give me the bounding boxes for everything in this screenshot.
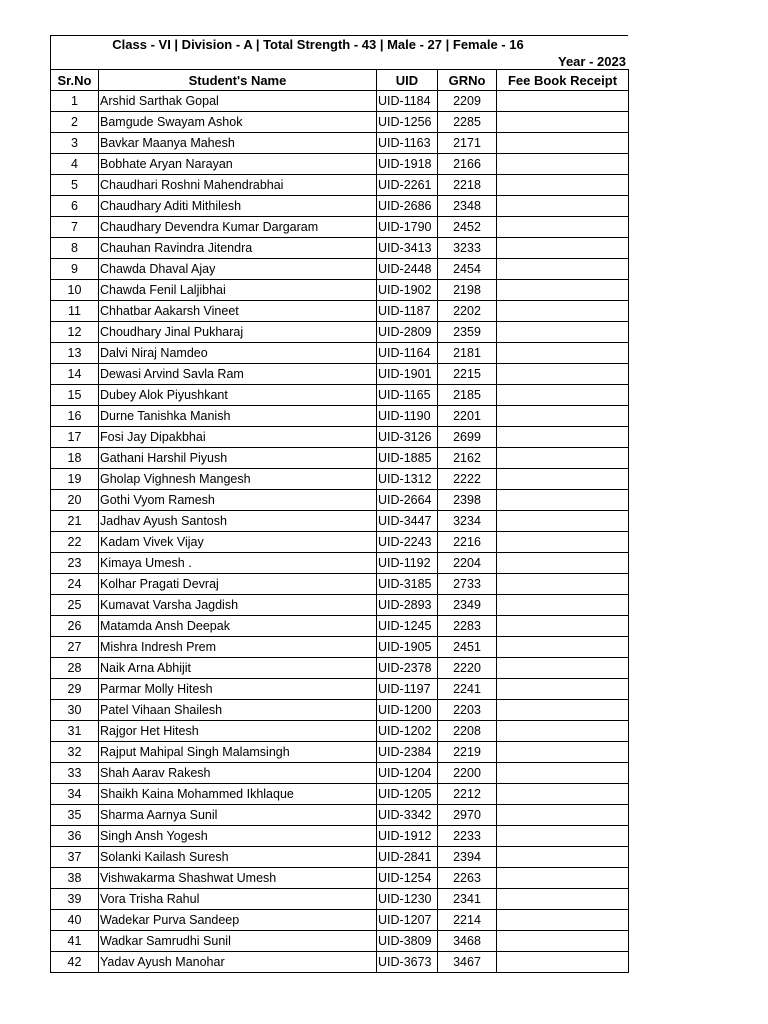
cell-grno: 2222 bbox=[438, 469, 497, 490]
cell-grno: 3467 bbox=[438, 952, 497, 973]
cell-fee-receipt bbox=[497, 952, 629, 973]
cell-student-name: Rajgor Het Hitesh bbox=[99, 721, 377, 742]
cell-uid: UID-1192 bbox=[377, 553, 438, 574]
table-row bbox=[51, 427, 629, 448]
cell-grno: 2219 bbox=[438, 742, 497, 763]
table-row bbox=[51, 238, 629, 259]
cell-srno: 9 bbox=[51, 259, 99, 280]
cell-srno: 30 bbox=[51, 700, 99, 721]
cell-srno: 29 bbox=[51, 679, 99, 700]
cell-grno: 3234 bbox=[438, 511, 497, 532]
cell-grno: 2212 bbox=[438, 784, 497, 805]
cell-fee-receipt bbox=[497, 931, 629, 952]
table-body bbox=[51, 91, 629, 973]
cell-fee-receipt bbox=[497, 637, 629, 658]
cell-fee-receipt bbox=[497, 490, 629, 511]
cell-grno: 2454 bbox=[438, 259, 497, 280]
cell-fee-receipt bbox=[497, 805, 629, 826]
cell-grno: 2451 bbox=[438, 637, 497, 658]
cell-fee-receipt bbox=[497, 847, 629, 868]
cell-srno: 35 bbox=[51, 805, 99, 826]
cell-grno: 2171 bbox=[438, 133, 497, 154]
cell-srno: 24 bbox=[51, 574, 99, 595]
cell-srno: 38 bbox=[51, 868, 99, 889]
cell-uid: UID-2243 bbox=[377, 532, 438, 553]
cell-srno: 12 bbox=[51, 322, 99, 343]
cell-student-name: Yadav Ayush Manohar bbox=[99, 952, 377, 973]
cell-srno: 22 bbox=[51, 532, 99, 553]
cell-fee-receipt bbox=[497, 301, 629, 322]
cell-grno: 2166 bbox=[438, 154, 497, 175]
cell-grno: 2216 bbox=[438, 532, 497, 553]
cell-grno: 2185 bbox=[438, 385, 497, 406]
cell-student-name: Singh Ansh Yogesh bbox=[99, 826, 377, 847]
cell-srno: 17 bbox=[51, 427, 99, 448]
table-row bbox=[51, 196, 629, 217]
cell-fee-receipt bbox=[497, 343, 629, 364]
cell-grno: 2162 bbox=[438, 448, 497, 469]
table-row bbox=[51, 574, 629, 595]
cell-student-name: Chaudhari Roshni Mahendrabhai bbox=[99, 175, 377, 196]
cell-uid: UID-1164 bbox=[377, 343, 438, 364]
table-row bbox=[51, 280, 629, 301]
table-row bbox=[51, 868, 629, 889]
cell-srno: 8 bbox=[51, 238, 99, 259]
cell-srno: 6 bbox=[51, 196, 99, 217]
table-row bbox=[51, 154, 629, 175]
cell-student-name: Jadhav Ayush Santosh bbox=[99, 511, 377, 532]
cell-student-name: Solanki Kailash Suresh bbox=[99, 847, 377, 868]
cell-srno: 3 bbox=[51, 133, 99, 154]
cell-grno: 2198 bbox=[438, 280, 497, 301]
cell-srno: 27 bbox=[51, 637, 99, 658]
cell-student-name: Chawda Dhaval Ajay bbox=[99, 259, 377, 280]
cell-uid: UID-3126 bbox=[377, 427, 438, 448]
cell-student-name: Parmar Molly Hitesh bbox=[99, 679, 377, 700]
cell-student-name: Mishra Indresh Prem bbox=[99, 637, 377, 658]
cell-uid: UID-1902 bbox=[377, 280, 438, 301]
cell-uid: UID-1885 bbox=[377, 448, 438, 469]
cell-student-name: Vishwakarma Shashwat Umesh bbox=[99, 868, 377, 889]
student-table bbox=[50, 69, 629, 973]
cell-fee-receipt bbox=[497, 469, 629, 490]
cell-student-name: Naik Arna Abhijit bbox=[99, 658, 377, 679]
cell-grno: 2349 bbox=[438, 595, 497, 616]
cell-srno: 34 bbox=[51, 784, 99, 805]
cell-fee-receipt bbox=[497, 385, 629, 406]
table-row bbox=[51, 889, 629, 910]
cell-uid: UID-1207 bbox=[377, 910, 438, 931]
table-row bbox=[51, 931, 629, 952]
cell-fee-receipt bbox=[497, 595, 629, 616]
cell-student-name: Durne Tanishka Manish bbox=[99, 406, 377, 427]
table-row bbox=[51, 805, 629, 826]
cell-grno: 2201 bbox=[438, 406, 497, 427]
table-row bbox=[51, 175, 629, 196]
cell-srno: 40 bbox=[51, 910, 99, 931]
cell-student-name: Kadam Vivek Vijay bbox=[99, 532, 377, 553]
cell-uid: UID-2809 bbox=[377, 322, 438, 343]
table-row bbox=[51, 91, 629, 112]
cell-grno: 3233 bbox=[438, 238, 497, 259]
cell-fee-receipt bbox=[497, 700, 629, 721]
cell-student-name: Kimaya Umesh . bbox=[99, 553, 377, 574]
sheet-header bbox=[50, 35, 628, 69]
cell-uid: UID-2686 bbox=[377, 196, 438, 217]
cell-grno: 2204 bbox=[438, 553, 497, 574]
table-row bbox=[51, 742, 629, 763]
cell-fee-receipt bbox=[497, 532, 629, 553]
cell-grno: 2283 bbox=[438, 616, 497, 637]
cell-uid: UID-1165 bbox=[377, 385, 438, 406]
cell-student-name: Chaudhary Devendra Kumar Dargaram bbox=[99, 217, 377, 238]
class-summary: Class - VI | Division - A | Total Strength - 43 | Male - 27 | Female - 16 bbox=[112, 37, 524, 52]
cell-grno: 2699 bbox=[438, 427, 497, 448]
cell-student-name: Shaikh Kaina Mohammed Ikhlaque bbox=[99, 784, 377, 805]
cell-uid: UID-1245 bbox=[377, 616, 438, 637]
table-row bbox=[51, 910, 629, 931]
cell-fee-receipt bbox=[497, 868, 629, 889]
cell-grno: 2218 bbox=[438, 175, 497, 196]
cell-student-name: Dubey Alok Piyushkant bbox=[99, 385, 377, 406]
cell-student-name: Gothi Vyom Ramesh bbox=[99, 490, 377, 511]
cell-srno: 15 bbox=[51, 385, 99, 406]
cell-srno: 2 bbox=[51, 112, 99, 133]
cell-fee-receipt bbox=[497, 763, 629, 784]
table-row bbox=[51, 658, 629, 679]
table-row bbox=[51, 616, 629, 637]
cell-student-name: Bamgude Swayam Ashok bbox=[99, 112, 377, 133]
cell-fee-receipt bbox=[497, 280, 629, 301]
cell-grno: 2394 bbox=[438, 847, 497, 868]
table-row bbox=[51, 343, 629, 364]
cell-student-name: Wadekar Purva Sandeep bbox=[99, 910, 377, 931]
cell-uid: UID-1230 bbox=[377, 889, 438, 910]
cell-srno: 14 bbox=[51, 364, 99, 385]
cell-student-name: Bobhate Aryan Narayan bbox=[99, 154, 377, 175]
cell-srno: 36 bbox=[51, 826, 99, 847]
cell-uid: UID-2841 bbox=[377, 847, 438, 868]
table-row bbox=[51, 826, 629, 847]
cell-uid: UID-1205 bbox=[377, 784, 438, 805]
cell-srno: 5 bbox=[51, 175, 99, 196]
cell-uid: UID-1312 bbox=[377, 469, 438, 490]
cell-grno: 2233 bbox=[438, 826, 497, 847]
cell-fee-receipt bbox=[497, 217, 629, 238]
cell-uid: UID-3342 bbox=[377, 805, 438, 826]
cell-srno: 31 bbox=[51, 721, 99, 742]
cell-uid: UID-2664 bbox=[377, 490, 438, 511]
table-row bbox=[51, 133, 629, 154]
cell-fee-receipt bbox=[497, 406, 629, 427]
cell-fee-receipt bbox=[497, 679, 629, 700]
cell-student-name: Patel Vihaan Shailesh bbox=[99, 700, 377, 721]
cell-grno: 2285 bbox=[438, 112, 497, 133]
cell-grno: 3468 bbox=[438, 931, 497, 952]
cell-srno: 25 bbox=[51, 595, 99, 616]
cell-uid: UID-3185 bbox=[377, 574, 438, 595]
table-row bbox=[51, 490, 629, 511]
class-list-sheet bbox=[50, 35, 628, 973]
cell-grno: 2209 bbox=[438, 91, 497, 112]
cell-srno: 39 bbox=[51, 889, 99, 910]
cell-fee-receipt bbox=[497, 511, 629, 532]
cell-srno: 21 bbox=[51, 511, 99, 532]
cell-fee-receipt bbox=[497, 658, 629, 679]
cell-srno: 33 bbox=[51, 763, 99, 784]
cell-uid: UID-1905 bbox=[377, 637, 438, 658]
cell-grno: 2733 bbox=[438, 574, 497, 595]
cell-fee-receipt bbox=[497, 427, 629, 448]
cell-srno: 16 bbox=[51, 406, 99, 427]
table-row bbox=[51, 511, 629, 532]
cell-uid: UID-1200 bbox=[377, 700, 438, 721]
cell-uid: UID-1197 bbox=[377, 679, 438, 700]
cell-uid: UID-3809 bbox=[377, 931, 438, 952]
cell-grno: 2348 bbox=[438, 196, 497, 217]
table-row bbox=[51, 217, 629, 238]
cell-uid: UID-1254 bbox=[377, 868, 438, 889]
cell-student-name: Chawda Fenil Laljibhai bbox=[99, 280, 377, 301]
cell-student-name: Sharma Aarnya Sunil bbox=[99, 805, 377, 826]
cell-srno: 37 bbox=[51, 847, 99, 868]
cell-student-name: Wadkar Samrudhi Sunil bbox=[99, 931, 377, 952]
cell-fee-receipt bbox=[497, 742, 629, 763]
table-row bbox=[51, 322, 629, 343]
cell-srno: 26 bbox=[51, 616, 99, 637]
cell-student-name: Bavkar Maanya Mahesh bbox=[99, 133, 377, 154]
cell-uid: UID-2261 bbox=[377, 175, 438, 196]
cell-student-name: Dewasi Arvind Savla Ram bbox=[99, 364, 377, 385]
cell-uid: UID-1190 bbox=[377, 406, 438, 427]
column-header-fee-receipt: Fee Book Receipt bbox=[497, 70, 629, 91]
table-row bbox=[51, 406, 629, 427]
cell-grno: 2263 bbox=[438, 868, 497, 889]
cell-fee-receipt bbox=[497, 784, 629, 805]
cell-fee-receipt bbox=[497, 616, 629, 637]
table-row bbox=[51, 952, 629, 973]
cell-grno: 2398 bbox=[438, 490, 497, 511]
cell-student-name: Shah Aarav Rakesh bbox=[99, 763, 377, 784]
cell-uid: UID-2384 bbox=[377, 742, 438, 763]
table-row bbox=[51, 763, 629, 784]
cell-student-name: Rajput Mahipal Singh Malamsingh bbox=[99, 742, 377, 763]
cell-grno: 2452 bbox=[438, 217, 497, 238]
cell-srno: 7 bbox=[51, 217, 99, 238]
table-row bbox=[51, 112, 629, 133]
column-header-uid: UID bbox=[377, 70, 438, 91]
cell-fee-receipt bbox=[497, 574, 629, 595]
cell-fee-receipt bbox=[497, 112, 629, 133]
cell-srno: 41 bbox=[51, 931, 99, 952]
column-header-grno: GRNo bbox=[438, 70, 497, 91]
cell-grno: 2970 bbox=[438, 805, 497, 826]
table-row bbox=[51, 385, 629, 406]
cell-grno: 2241 bbox=[438, 679, 497, 700]
cell-uid: UID-1204 bbox=[377, 763, 438, 784]
table-row bbox=[51, 847, 629, 868]
cell-uid: UID-1256 bbox=[377, 112, 438, 133]
cell-fee-receipt bbox=[497, 553, 629, 574]
table-header-row bbox=[51, 70, 629, 91]
cell-uid: UID-3447 bbox=[377, 511, 438, 532]
cell-uid: UID-3673 bbox=[377, 952, 438, 973]
cell-student-name: Kumavat Varsha Jagdish bbox=[99, 595, 377, 616]
cell-grno: 2220 bbox=[438, 658, 497, 679]
table-row bbox=[51, 700, 629, 721]
cell-student-name: Matamda Ansh Deepak bbox=[99, 616, 377, 637]
cell-srno: 19 bbox=[51, 469, 99, 490]
cell-grno: 2181 bbox=[438, 343, 497, 364]
cell-srno: 23 bbox=[51, 553, 99, 574]
cell-srno: 42 bbox=[51, 952, 99, 973]
cell-student-name: Dalvi Niraj Namdeo bbox=[99, 343, 377, 364]
table-row bbox=[51, 595, 629, 616]
table-row bbox=[51, 364, 629, 385]
cell-student-name: Kolhar Pragati Devraj bbox=[99, 574, 377, 595]
cell-grno: 2215 bbox=[438, 364, 497, 385]
cell-fee-receipt bbox=[497, 721, 629, 742]
cell-student-name: Fosi Jay Dipakbhai bbox=[99, 427, 377, 448]
cell-uid: UID-1901 bbox=[377, 364, 438, 385]
table-row bbox=[51, 532, 629, 553]
cell-uid: UID-1187 bbox=[377, 301, 438, 322]
cell-uid: UID-1790 bbox=[377, 217, 438, 238]
cell-fee-receipt bbox=[497, 910, 629, 931]
cell-grno: 2359 bbox=[438, 322, 497, 343]
cell-student-name: Gholap Vighnesh Mangesh bbox=[99, 469, 377, 490]
table-row bbox=[51, 259, 629, 280]
cell-grno: 2214 bbox=[438, 910, 497, 931]
cell-fee-receipt bbox=[497, 826, 629, 847]
cell-uid: UID-1912 bbox=[377, 826, 438, 847]
cell-grno: 2203 bbox=[438, 700, 497, 721]
cell-fee-receipt bbox=[497, 364, 629, 385]
table-row bbox=[51, 784, 629, 805]
cell-uid: UID-2448 bbox=[377, 259, 438, 280]
table-row bbox=[51, 553, 629, 574]
cell-uid: UID-1184 bbox=[377, 91, 438, 112]
cell-fee-receipt bbox=[497, 133, 629, 154]
cell-student-name: Chaudhary Aditi Mithilesh bbox=[99, 196, 377, 217]
cell-uid: UID-3413 bbox=[377, 238, 438, 259]
cell-student-name: Choudhary Jinal Pukharaj bbox=[99, 322, 377, 343]
cell-fee-receipt bbox=[497, 175, 629, 196]
cell-srno: 1 bbox=[51, 91, 99, 112]
cell-student-name: Arshid Sarthak Gopal bbox=[99, 91, 377, 112]
cell-fee-receipt bbox=[497, 889, 629, 910]
column-header-name: Student's Name bbox=[99, 70, 377, 91]
table-row bbox=[51, 637, 629, 658]
cell-grno: 2341 bbox=[438, 889, 497, 910]
cell-fee-receipt bbox=[497, 238, 629, 259]
academic-year: Year - 2023 bbox=[558, 54, 626, 69]
cell-srno: 32 bbox=[51, 742, 99, 763]
cell-srno: 4 bbox=[51, 154, 99, 175]
table-row bbox=[51, 721, 629, 742]
cell-grno: 2208 bbox=[438, 721, 497, 742]
cell-grno: 2202 bbox=[438, 301, 497, 322]
cell-uid: UID-2378 bbox=[377, 658, 438, 679]
cell-student-name: Chhatbar Aakarsh Vineet bbox=[99, 301, 377, 322]
cell-srno: 20 bbox=[51, 490, 99, 511]
cell-student-name: Gathani Harshil Piyush bbox=[99, 448, 377, 469]
cell-srno: 18 bbox=[51, 448, 99, 469]
cell-fee-receipt bbox=[497, 196, 629, 217]
cell-grno: 2200 bbox=[438, 763, 497, 784]
cell-fee-receipt bbox=[497, 91, 629, 112]
cell-fee-receipt bbox=[497, 154, 629, 175]
cell-fee-receipt bbox=[497, 448, 629, 469]
cell-srno: 11 bbox=[51, 301, 99, 322]
table-row bbox=[51, 469, 629, 490]
cell-srno: 10 bbox=[51, 280, 99, 301]
cell-fee-receipt bbox=[497, 259, 629, 280]
cell-student-name: Vora Trisha Rahul bbox=[99, 889, 377, 910]
cell-srno: 13 bbox=[51, 343, 99, 364]
cell-uid: UID-2893 bbox=[377, 595, 438, 616]
cell-srno: 28 bbox=[51, 658, 99, 679]
column-header-srno: Sr.No bbox=[51, 70, 99, 91]
cell-fee-receipt bbox=[497, 322, 629, 343]
table-row bbox=[51, 448, 629, 469]
cell-uid: UID-1202 bbox=[377, 721, 438, 742]
cell-uid: UID-1918 bbox=[377, 154, 438, 175]
table-row bbox=[51, 679, 629, 700]
cell-uid: UID-1163 bbox=[377, 133, 438, 154]
table-row bbox=[51, 301, 629, 322]
cell-student-name: Chauhan Ravindra Jitendra bbox=[99, 238, 377, 259]
